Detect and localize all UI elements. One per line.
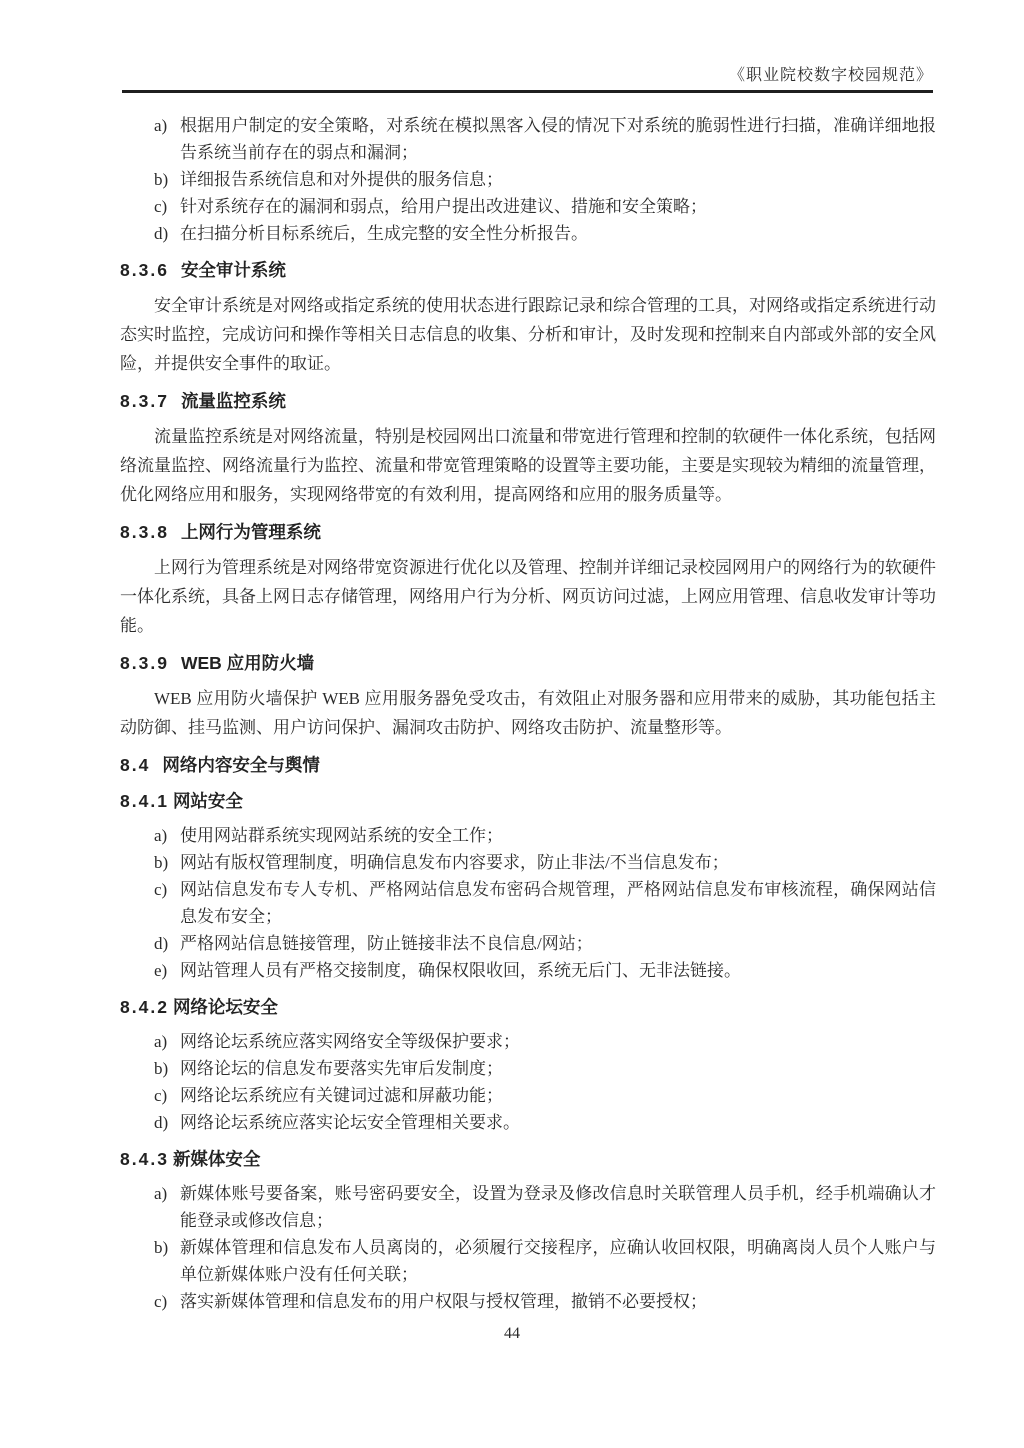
section-title: 流量监控系统	[180, 391, 286, 411]
list-item	[154, 112, 936, 166]
list-item	[154, 1028, 936, 1055]
list-item-text: 网站管理人员有严格交接制度，确保权限收回，系统无后门、无非法链接。	[180, 961, 741, 980]
list-item	[154, 822, 936, 849]
list-item	[154, 876, 936, 930]
list-item-label: a)	[154, 1184, 168, 1203]
list-item	[154, 166, 936, 193]
section-heading-8-3-7	[120, 388, 936, 414]
list-item	[154, 1082, 936, 1109]
page-header	[122, 62, 933, 93]
list-item-text: 详细报告系统信息和对外提供的服务信息；	[180, 170, 503, 189]
section-paragraph: 上网行为管理系统是对网络带宽资源进行优化以及管理、控制并详细记录校园网用户的网络行为的软硬件一体化系统，具备上网日志存储管理，网络用户行为分析、网页访问过滤，上网应用管理、信息收发审计等功能。	[120, 558, 936, 635]
list-item-label: a)	[154, 116, 168, 135]
section-title: WEB 应用防火墙	[180, 653, 315, 673]
list-item-label: b)	[154, 1059, 169, 1078]
requirement-list-newmedia	[120, 1180, 936, 1315]
section-title: 网络论坛安全	[172, 997, 278, 1017]
section-number: 8.3.6	[120, 260, 169, 280]
page-footer	[0, 1325, 1024, 1343]
list-item-label: d)	[154, 934, 169, 953]
list-item	[154, 1288, 936, 1315]
list-item-label: c)	[154, 1086, 168, 1105]
list-item	[154, 1180, 936, 1234]
list-item-text: 新媒体账号要备案，账号密码要安全，设置为登录及修改信息时关联管理人员手机，经手机端确认才能登录或修改信息；	[180, 1184, 936, 1230]
list-item-text: 根据用户制定的安全策略，对系统在模拟黑客入侵的情况下对系统的脆弱性进行扫描，准确详细地报告系统当前存在的弱点和漏洞；	[180, 116, 936, 162]
list-item-text: 网络论坛系统应落实网络安全等级保护要求；	[180, 1032, 520, 1051]
requirement-list-scan	[120, 112, 936, 247]
section-heading-8-4-2	[120, 994, 936, 1020]
list-item	[154, 193, 936, 220]
list-item-label: a)	[154, 826, 168, 845]
section-number: 8.4.3	[120, 1149, 169, 1169]
list-item-text: 严格网站信息链接管理，防止链接非法不良信息/网站；	[180, 934, 593, 953]
section-title: 新媒体安全	[172, 1149, 261, 1169]
list-item-label: c)	[154, 1292, 168, 1311]
list-item-label: a)	[154, 1032, 168, 1051]
requirement-list-website	[120, 822, 936, 984]
section-title: 网络内容安全与舆情	[162, 755, 320, 775]
section-heading-8-3-6	[120, 257, 936, 283]
document-title: 《职业院校数字校园规范》	[728, 67, 933, 84]
section-number: 8.3.9	[120, 653, 169, 673]
list-item-text: 网络论坛系统应有关键词过滤和屏蔽功能；	[180, 1086, 503, 1105]
list-item-label: e)	[154, 961, 168, 980]
list-item	[154, 1055, 936, 1082]
list-item-text: 网站有版权管理制度，明确信息发布内容要求，防止非法/不当信息发布；	[180, 853, 729, 872]
section-paragraph: 流量监控系统是对网络流量，特别是校园网出口流量和带宽进行管理和控制的软硬件一体化系统，包括网络流量监控、网络流量行为监控、流量和带宽管理策略的设置等主要功能，主要是实现较为精细的流量管理，优化网络应用和服务，实现网络带宽的有效利用，提高网络和应用的服务质量等。	[120, 427, 936, 504]
section-title: 安全审计系统	[180, 260, 286, 280]
page-number: 44	[504, 1325, 520, 1342]
section-number: 8.4.2	[120, 997, 169, 1017]
section-number: 8.4.1	[120, 791, 169, 811]
list-item	[154, 849, 936, 876]
list-item	[154, 930, 936, 957]
section-number: 8.3.8	[120, 522, 169, 542]
section-heading-8-4	[120, 752, 936, 778]
section-paragraph: 安全审计系统是对网络或指定系统的使用状态进行跟踪记录和综合管理的工具，对网络或指定系统进行动态实时监控，完成访问和操作等相关日志信息的收集、分析和审计，及时发现和控制来自内部或外部的安全风险，并提供安全事件的取证。	[120, 296, 936, 373]
list-item-label: c)	[154, 197, 168, 216]
section-number: 8.4	[120, 755, 151, 775]
section-title: 网站安全	[172, 791, 243, 811]
list-item-text: 针对系统存在的漏洞和弱点，给用户提出改进建议、措施和安全策略；	[180, 197, 707, 216]
list-item-text: 网络论坛系统应落实论坛安全管理相关要求。	[180, 1113, 520, 1132]
requirement-list-forum	[120, 1028, 936, 1136]
section-number: 8.3.7	[120, 391, 169, 411]
list-item-label: b)	[154, 1238, 169, 1257]
list-item-label: b)	[154, 853, 169, 872]
list-item-label: b)	[154, 170, 169, 189]
list-item-text: 网络论坛的信息发布要落实先审后发制度；	[180, 1059, 503, 1078]
list-item-text: 使用网站群系统实现网站系统的安全工作；	[180, 826, 503, 845]
list-item-label: c)	[154, 880, 168, 899]
section-heading-8-3-8	[120, 519, 936, 545]
page-content	[120, 112, 936, 1315]
list-item	[154, 957, 936, 984]
list-item	[154, 220, 936, 247]
list-item	[154, 1109, 936, 1136]
section-heading-8-4-1	[120, 788, 936, 814]
list-item	[154, 1234, 936, 1288]
list-item-text: 网站信息发布专人专机、严格网站信息发布密码合规管理，严格网站信息发布审核流程，确保网站信息发布安全；	[180, 880, 936, 926]
list-item-label: d)	[154, 224, 169, 243]
section-heading-8-4-3	[120, 1146, 936, 1172]
list-item-text: 在扫描分析目标系统后，生成完整的安全性分析报告。	[180, 224, 588, 243]
list-item-text: 落实新媒体管理和信息发布的用户权限与授权管理，撤销不必要授权；	[180, 1292, 707, 1311]
list-item-label: d)	[154, 1113, 169, 1132]
section-paragraph: WEB 应用防火墙保护 WEB 应用服务器免受攻击，有效阻止对服务器和应用带来的威胁，其功能包括主动防御、挂马监测、用户访问保护、漏洞攻击防护、网络攻击防护、流量整形等。	[120, 689, 936, 737]
section-title: 上网行为管理系统	[180, 522, 321, 542]
section-heading-8-3-9	[120, 650, 936, 676]
list-item-text: 新媒体管理和信息发布人员离岗的，必须履行交接程序，应确认收回权限，明确离岗人员个人账户与单位新媒体账户没有任何关联；	[180, 1238, 936, 1284]
